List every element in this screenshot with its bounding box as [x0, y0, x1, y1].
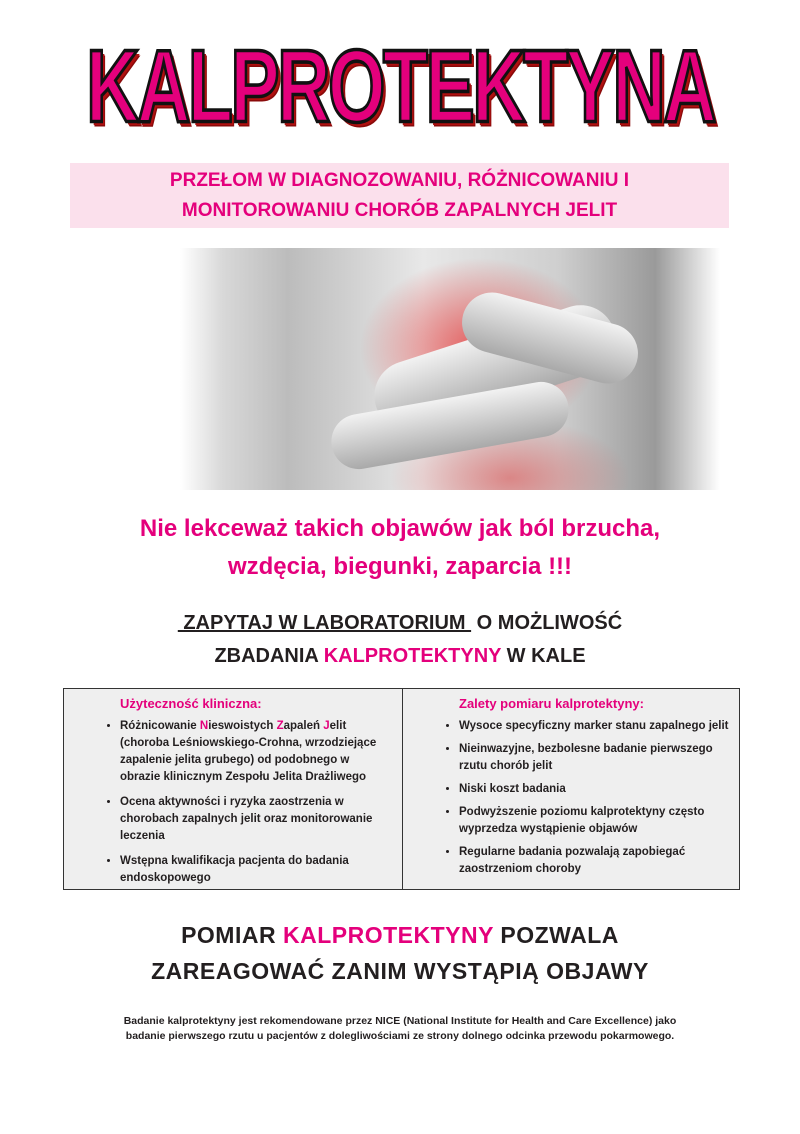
bottom-slogan: [0, 917, 800, 989]
list-item: • Ocena aktywności i ryzyka zaostrzenia w chorobach zapalnych jelit oraz monitorowanie leczenia: [120, 794, 392, 845]
list-item: • Niski koszt badania: [459, 781, 729, 798]
subtitle-line: PRZEŁOM W DIAGNOZOWANIU, RÓŻNICOWANIU I: [169, 170, 630, 191]
list-item: • Podwyższenie poziomu kalprotektyny często wyprzedza wystąpienie objawów: [459, 804, 729, 838]
warning-line: wzdęcia, biegunki, zaparcia !!!: [227, 553, 573, 580]
ask-text: O MOŻLIWOŚĆ: [471, 612, 623, 634]
subtitle-line: MONITOROWANIU CHORÓB ZAPALNYCH JELIT: [181, 200, 618, 221]
ask-lab-text: [0, 607, 800, 673]
symptom-warning: [0, 510, 800, 586]
nice-recommendation-note: [0, 1014, 800, 1044]
abdominal-pain-photo: [180, 248, 720, 490]
title-text: KALPROTEKTYNA: [86, 29, 714, 145]
subtitle-banner: [70, 163, 729, 228]
ask-highlight: KALPROTEKTYNY: [323, 645, 502, 667]
slogan-text: POMIAR: [181, 922, 283, 948]
ask-text: ZBADANIA: [214, 645, 324, 667]
list-item: [120, 718, 392, 786]
list-item: • Wstępna kwalifikacja pacjenta do badania endoskopowego: [120, 853, 392, 887]
slogan-highlight: KALPROTEKTYNY: [282, 922, 494, 948]
info-table: [63, 688, 740, 890]
ask-underlined: ZAPYTAJ W LABORATORIUM: [177, 612, 472, 634]
column-heading: Zalety pomiaru kalprotektyny:: [459, 696, 644, 711]
list-item: • Nieinwazyjne, bezbolesne badanie pierwszego rzutu chorób jelit: [459, 741, 729, 775]
text: Różnicowanie: [120, 720, 200, 732]
slogan-line: ZAREAGOWAĆ ZANIM WYSTĄPIĄ OBJAWY: [151, 958, 649, 984]
poster-title: [0, 28, 800, 145]
list-item: • Regularne badania pozwalają zapobiegać zaostrzeniom choroby: [459, 844, 729, 878]
column-heading: Użyteczność kliniczna:: [120, 696, 262, 711]
slogan-text: POZWALA: [493, 922, 619, 948]
note-line: Badanie kalprotektyny jest rekomendowane przez NICE (National Institute for Health and Care Excellence) jako: [123, 1015, 677, 1027]
list-item: • Wysoce specyficzny marker stanu zapalnego jelit: [459, 718, 729, 735]
ask-text: W KALE: [501, 645, 586, 667]
highlight-letter: N: [199, 720, 209, 732]
note-line: badanie pierwszego rzutu u pacjentów z dolegliwościami ze strony dolnego odcinka przewodu pokarmowego.: [125, 1030, 675, 1042]
text: ieswoistych: [208, 720, 277, 732]
highlight-letter: J: [323, 720, 330, 732]
text: apaleń: [283, 720, 324, 732]
clinical-usefulness-column: [64, 689, 403, 889]
warning-line: Nie lekceważ takich objawów jak ból brzucha,: [139, 515, 661, 542]
advantages-column: [403, 689, 739, 889]
text: elit (choroba Leśniowskiego-Crohna, wrzodziejące zapalenie jelita grubego) od podobnego w obrazie klinicznym Zespołu Jelita Drażliwego: [120, 720, 377, 783]
highlight-letter: Z: [276, 720, 284, 732]
